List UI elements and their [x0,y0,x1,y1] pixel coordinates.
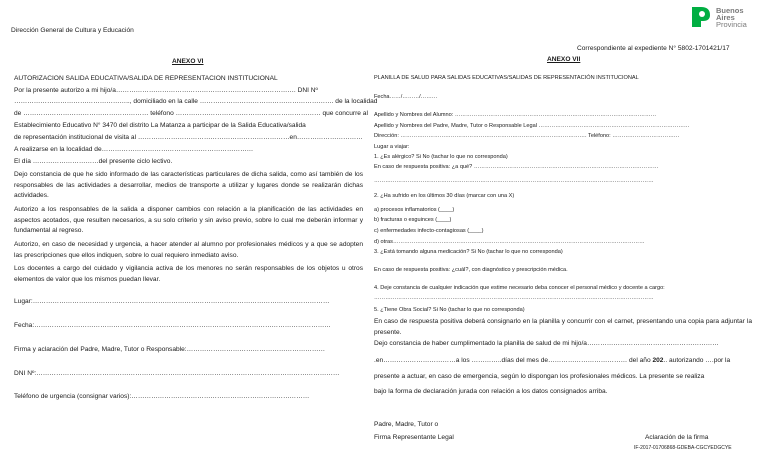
place-field: Lugar:……………………………………………………………………………………………………………………… [14,298,330,305]
guardian-name-field: Apellido y Nombres del Padre, Madre, Tutor o Responsable Legal ……………………………………………………………………… [374,123,690,129]
annex-vii-title: ANEXO VII [547,56,581,63]
question-allergy: 1. ¿Es alérgico? Si No (tachar lo que no corresponda) [374,154,508,160]
logo-line-3: Provincia [716,20,747,29]
information-paragraph: Dejo constancia de que he sido informado de las características particulares de dicha salida, como así también de los responsables de las actividades a desarrollar, medios de transporte a utilizar y lugares donde se realizarán dichas actividades. [14,171,363,199]
question-health-insurance: 5. ¿Tiene Obra Social? Si No (tachar lo que no corresponda) [374,307,525,313]
question-recent-conditions: 2. ¿Ha sufrido en los últimos 30 días (marcar con una X) [374,193,515,199]
emergency-authorization-line: presente a actuar, en caso de emergencia, según lo dispongan los profesionales médicos. La presente se realiza [374,373,705,380]
logo-text [716,7,747,28]
dni-field: DNI Nº:………………………………………………………………………………………………………………………… [14,370,340,377]
completed-form-statement: Dejo constancia de haber cumplimentado la planilla de salud de mi hijo/a…………………………………………………… [374,340,719,347]
authorization-line-6: A realizarse en la localidad de…………………………………………………………… [14,146,254,153]
address-phone-field: Dirección: ………………………………………………………………………………………. Teléfono: ……………………………… [374,133,680,139]
condition-inflammatory: a) procesos inflamatorios (____) [374,207,455,213]
document-id: IF-2017-01706868-GDEBA-CGCYEDGCYE [634,445,732,451]
authorization-date-line [374,357,730,365]
authorization-line-5: de representación institucional de visita al ……………………………………………………………en………………………… [14,134,363,141]
signature-clarification-label: Aclaración de la firma [645,434,709,441]
authorization-date-text: .en……………………………a los …………..días del mes de……………………………… del año [374,357,653,364]
condition-contagious: c) enfermedades infecto-contagiosas (____) [374,228,484,234]
logo-line-2: Aires [716,13,735,22]
department-name: Dirección General de Cultura y Educación [11,27,134,34]
logo-line-1: Buenos [716,6,744,15]
condition-fractures: b) fracturas o esguinces (____) [374,217,452,223]
authorization-line-3: de ………………………………………………… teléfono ………………………………………………………… que concurre al [14,110,368,117]
authorization-line-7: El día …………………………del presente ciclo lectivo. [14,158,173,165]
health-form-title: PLANILLA DE SALUD PARA SALIDAS EDUCATIVAS/SALIDAS DE REPRESENTACIÓN INSTITUCIONAL [374,75,639,81]
authorization-date-suffix: .. autorizando ….por la [663,357,731,364]
authorization-line-1: Por la presente autorizo a mi hijo/a………………………………………………………………………. DNI Nº [14,87,318,94]
medical-care-paragraph: Autorizo, en caso de necesidad y urgencia, a hacer atender al alumno por profesionales médicos y a que se adopten las prescripciones que ellos indiquen, sobre lo cual requiero inmediato aviso. [14,241,363,259]
question-medical-indications: 4. Deje constancia de cualquier indicación que estime necesario deba conocer el personal médico y docente a cargo: [374,285,665,291]
allergy-detail-field: En caso de respuesta positiva: ¿a qué? ……………………………………………………………………………………… [374,164,659,170]
expediente-reference: Correspondiente al expediente N° 5802-1701421/17 [577,45,730,52]
authorization-line-4: Establecimiento Educativo N° 3470 del distrito La Matanza a participar de la Salida Educativa/salida [14,122,306,129]
buenos-aires-logo-icon [690,6,712,28]
authorization-year: 202 [652,357,664,364]
medication-detail-note: En caso de respuesta positiva: ¿cuál?, con diagnóstico y prescripción médica. [374,267,568,273]
allergy-detail-extra-line: …………………………………………………………………………………………………………………………………… [374,178,654,184]
guardian-signature-field: Firma y aclaración del Padre, Madre, Tutor o Responsable:……………………………………………………… [14,346,326,353]
travel-place-field: Lugar a viajar: [374,144,410,150]
annex-vi-title: ANEXO VI [172,58,204,65]
indications-line: …………………………………………………………………………………………………………………………………… [374,295,654,301]
emergency-phone-field: Teléfono de urgencia (consignar varios):……………………………………………………………………… [14,393,310,400]
signature-label-guardian: Padre, Madre, Tutor o [374,421,439,428]
insurance-instructions-paragraph: En caso de respuesta positiva deberá consignarlo en la planilla y concurrir con el carnet, presentando una copia para adjuntar la presente. [374,318,752,336]
authorization-line-2: …………………………………………….., domiciliado en la calle ……………………………………………………. de la localidad [14,98,378,105]
sworn-declaration-line: bajo la forma de declaración jurada con relación a los datos consignados arriba. [374,388,608,395]
date-field: Fecha:……………………………………………………………………………………………………………………… [14,322,331,329]
form-date-field: Fecha……/………/……… [374,94,438,100]
student-name-field: Apellido y Nombres del Alumno: ……………………………………………………………………………………………… [374,112,657,118]
condition-other: d) otras……………………………………………………………………………………………………………………… [374,239,645,245]
question-medication: 3. ¿Está tomando alguna medicación? Si No (tachar lo que no corresponda) [374,249,563,255]
authorization-form-title: AUTORIZACION SALIDA EDUCATIVA/SALIDA DE REPRESENTACION INSTITUCIONAL [14,75,278,82]
signature-label-legal-rep: Firma Representante Legal [374,434,454,441]
valuables-paragraph: Los docentes a cargo del cuidado y vigilancia activa de los menores no serán responsables de los objetos u otros elementos de valor que los mismos puedan llevar. [14,265,363,283]
planning-changes-paragraph: Autorizo a los responsables de la salida a disponer cambios con relación a la planificación de las actividades en aspectos acotados, que resulten necesarios, a su solo criterio y sin aviso previo, sobre lo cual me deberán informar y fundamental al regreso. [14,206,363,234]
